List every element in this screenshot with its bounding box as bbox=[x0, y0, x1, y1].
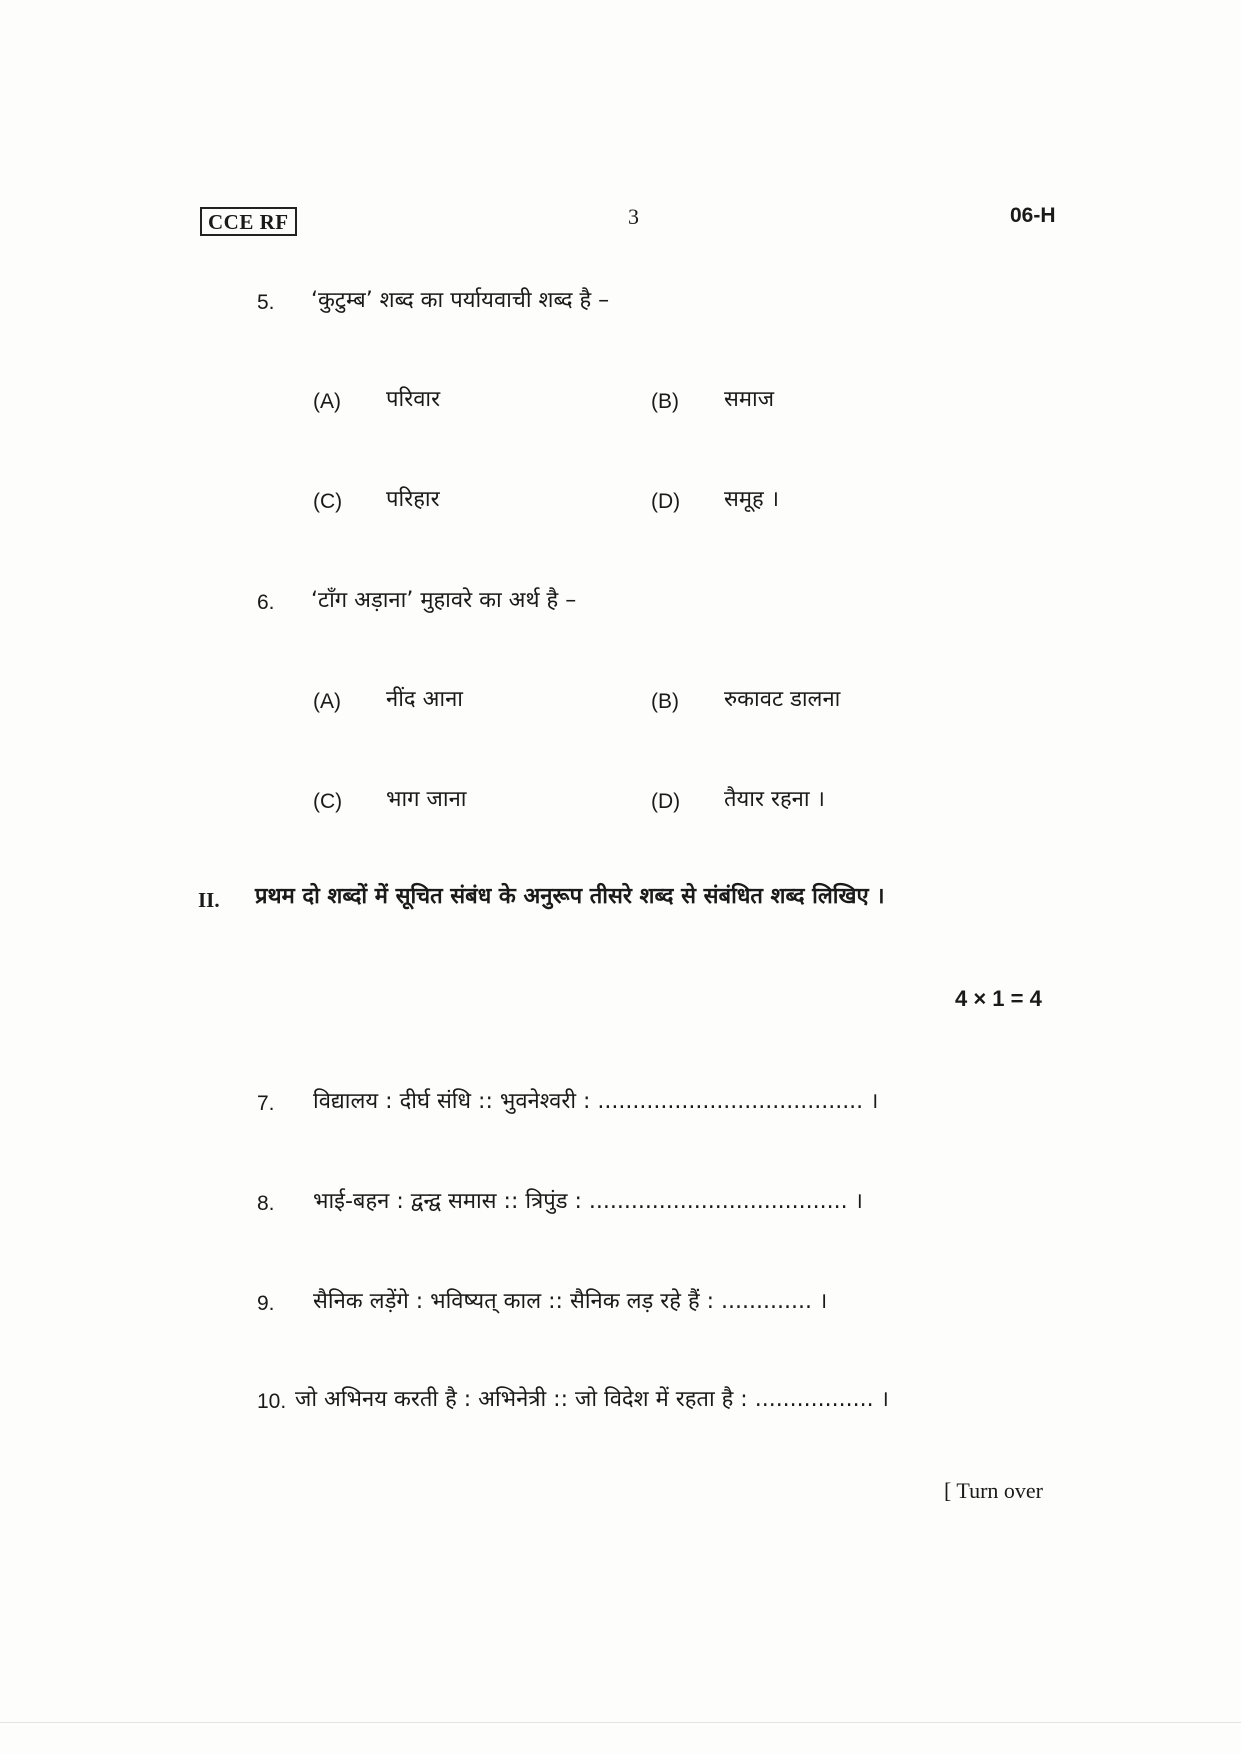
question-5-number: 5. bbox=[257, 291, 275, 314]
question-10-number: 10. bbox=[257, 1390, 287, 1413]
question-6-option-a-label: (A) bbox=[313, 690, 341, 713]
question-6-option-b-label: (B) bbox=[651, 690, 679, 713]
question-6-option-a-text: नींद आना bbox=[386, 687, 463, 712]
question-9-number: 9. bbox=[257, 1292, 275, 1315]
paper-code: 06-H bbox=[1010, 204, 1056, 227]
question-5-option-b-text: समाज bbox=[724, 387, 775, 412]
question-7-text: विद्यालय : दीर्घ संधि :: भुवनेश्वरी : ...................................... । bbox=[313, 1089, 879, 1114]
page-number: 3 bbox=[628, 204, 639, 229]
question-6-option-c-label: (C) bbox=[313, 790, 343, 813]
scan-edge-line bbox=[0, 1722, 1241, 1723]
question-8-number: 8. bbox=[257, 1192, 275, 1215]
section-2-instruction: प्रथम दो शब्दों में सूचित संबंध के अनुरूप तीसरे शब्द से संबंधित शब्द लिखिए । bbox=[255, 884, 885, 909]
question-5-option-c-text: परिहार bbox=[386, 487, 440, 512]
question-5-option-a-label: (A) bbox=[313, 390, 341, 413]
question-6-option-d-text: तैयार रहना । bbox=[724, 787, 825, 812]
question-5-option-d-text: समूह । bbox=[724, 487, 780, 512]
question-6-text: ‘टाँग अड़ाना’ मुहावरे का अर्थ है – bbox=[311, 588, 577, 613]
turn-over-note: [ Turn over bbox=[944, 1478, 1044, 1503]
question-5-option-a-text: परिवार bbox=[386, 387, 441, 412]
question-10-text: जो अभिनय करती है : अभिनेत्री :: जो विदेश में रहता है : ................. । bbox=[295, 1387, 889, 1412]
question-6-option-c-text: भाग जाना bbox=[386, 787, 467, 812]
question-6-option-d-label: (D) bbox=[651, 790, 681, 813]
question-9-text: सैनिक लड़ेंगे : भविष्यत् काल :: सैनिक लड़ रहे हैं : ............. । bbox=[313, 1289, 828, 1314]
question-5-text: ‘कुटुम्ब’ शब्द का पर्यायवाची शब्द है – bbox=[311, 288, 610, 313]
question-6-number: 6. bbox=[257, 591, 275, 614]
question-8-text: भाई-बहन : द्वन्द्व समास :: त्रिपुंड : ..................................... । bbox=[313, 1189, 863, 1214]
question-5-option-b-label: (B) bbox=[651, 390, 679, 413]
section-2-number: II. bbox=[198, 888, 220, 912]
question-7-number: 7. bbox=[257, 1092, 275, 1115]
exam-code-box: CCE RF bbox=[200, 207, 297, 236]
section-2-marks: 4 × 1 = 4 bbox=[955, 986, 1042, 1011]
question-5-option-c-label: (C) bbox=[313, 490, 343, 513]
question-5-option-d-label: (D) bbox=[651, 490, 681, 513]
question-6-option-b-text: रुकावट डालना bbox=[724, 687, 841, 712]
